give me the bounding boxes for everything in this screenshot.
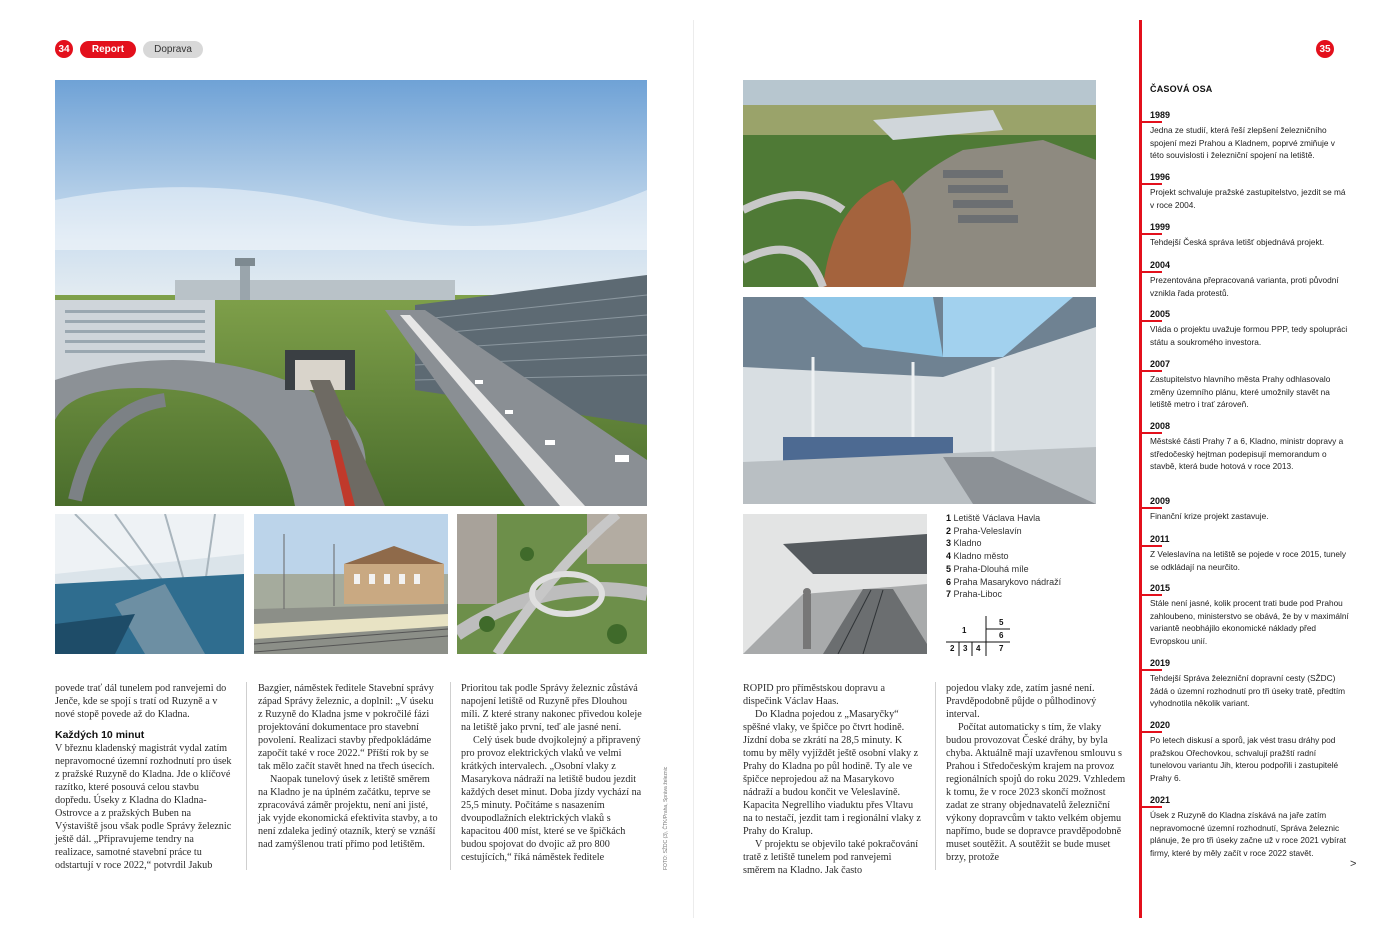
legend-item: 7 Praha-Liboc [946, 589, 1003, 600]
paragraph: V projektu se objevilo také pokračování tratě z letiště tunelem pod ranvejemi směrem na Kladno. Jak často [743, 839, 919, 876]
timeline-red-bar [1139, 20, 1142, 918]
timeline-year: 2015 [1150, 583, 1171, 593]
subheading: Každých 10 minut [55, 729, 145, 741]
timeline-item [1150, 421, 1350, 473]
timeline-rule [1140, 594, 1162, 596]
timeline-item [1150, 309, 1350, 348]
timeline-item [1150, 534, 1350, 573]
timeline-text: Vláda o projektu uvažuje formou PPP, tedy spolupráci státu a soukromého investora. [1150, 324, 1348, 347]
timeline-rule [1140, 432, 1162, 434]
timeline-year: 2005 [1150, 309, 1171, 319]
timeline-item [1150, 359, 1350, 411]
grid-cell-7: 7 [999, 644, 1004, 653]
timeline-text: Po letech diskusí a sporů, jak vést trasu dráhy pod pražskou Ořechovkou, schvalují pražští radní tunelovou variantu Jih, kterou podpořili i zastupitelé Prahy 6. [1150, 735, 1339, 783]
continue-arrow-icon[interactable]: > [1350, 858, 1357, 870]
timeline-text: Finanční krize projekt zastavuje. [1150, 511, 1269, 521]
paragraph: pojedou vlaky zde, zatím jasné není. Pravděpodobně půjde o půlhodinový interval. [946, 683, 1097, 720]
timeline-item [1150, 172, 1350, 211]
timeline-text: Městské části Prahy 7 a 6, Kladno, ministr dopravy a středočeský hejtman podepisují memorandum o stavbě, která bude hotová v roce 2013. [1150, 436, 1344, 471]
legend-item: 3 Kladno [946, 538, 982, 549]
category-badge[interactable]: Doprava [143, 41, 203, 58]
paragraph: Do Kladna pojedou z „Masaryčky“ spěšné vlaky, ve špičce po čtvrt hodině. Jízdní doba se zkrátí na 28,5 minuty. K tomu by měly vyjíždět ještě osobní vlaky z Prahy do Kladna po půl hodině. Ty ale ve špičce neprojedou až na Masarykovo nádraží a budou končit ve Veleslavíně. Kapacita Negrelliho viaduktu přes Vltavu na to nestačí, jezdit tam i regionální vlaky z Prahy do Kralup. [743, 709, 921, 837]
timeline-year: 2009 [1150, 496, 1171, 506]
page-number-right: 35 [1316, 40, 1334, 58]
legend-item: 6 Praha Masarykovo nádraží [946, 576, 1062, 587]
legend-item: 5 Praha-Dlouhá míle [946, 563, 1029, 574]
timeline-text: Projekt schvaluje pražské zastupitelstvo, jezdit se má v roce 2004. [1150, 187, 1346, 210]
image-legend [946, 512, 1136, 601]
timeline-text: Jedna ze studií, která řeší zlepšení železničního spojení mezi Prahou a Kladnem, poprvé zmiňuje v této souvislosti i železniční spojení na letiště. [1150, 125, 1335, 160]
aerial-interchange-image [457, 514, 647, 654]
timeline-year: 2021 [1150, 795, 1171, 805]
paragraph: V březnu kladenský magistrát vydal zatím nepravomocné územní rozhodnutí pro úsek z pražské Ruzyně do Kladna. Jde o klíčové razítko, které posouvá celou stavbu dopředu. Úseky z Kladna do Kladna-Ostrovce a z pražských Buben na Výstaviště jsou však podle Správy železnic ještě dál. „Připravujeme tendry na realizace, samotné stavební práce tu odstartují v roce 2022,“ potvrdil Jakub [55, 743, 232, 871]
timeline-item [1150, 658, 1350, 710]
legend-item: 4 Kladno město [946, 551, 1009, 562]
grid-cell-2: 2 [950, 644, 955, 653]
timeline [1150, 84, 1360, 884]
platform-sketch-image [743, 514, 927, 654]
article-column-5 [946, 682, 1126, 864]
grid-cell-4: 4 [976, 644, 981, 653]
timeline-rule [1140, 183, 1162, 185]
timeline-year: 2020 [1150, 720, 1171, 730]
column-divider [450, 682, 451, 870]
column-divider [246, 682, 247, 870]
timeline-title: ČASOVÁ OSA [1150, 84, 1213, 94]
grid-cell-1: 1 [962, 626, 967, 635]
grid-cell-6: 6 [999, 631, 1004, 640]
article-column-2 [258, 682, 439, 851]
legend-item: 2 Praha-Veleslavín [946, 525, 1022, 536]
timeline-rule [1140, 731, 1162, 733]
paragraph: Celý úsek bude dvojkolejný a připravený pro provoz elektrických vlaků ve velmi krátkých intervalech. „Osobní vlaky z Masarykova nádraží na letiště budou jezdit každých deset minut. Doba jízdy vychází na 25,5 minuty. Počítáme s nasazením dvoupodlažních elektrických vlaků s kapacitou 400 míst, které se ve špičkách budou spojovat do dvojic až pro 800 cestujících,“ říká náměstek ředitele [461, 735, 642, 863]
timeline-text: Stále není jasné, kolik procent trati bude pod Prahou zahloubeno, ministerstvo se obává, že by v maximální variantě neobhájilo ekonomické náklady před Evropskou unií. [1150, 598, 1349, 646]
timeline-text: Z Veleslavína na letiště se pojede v roce 2015, tunely se odkládají na neurčito. [1150, 549, 1347, 572]
timeline-item [1150, 720, 1350, 784]
layout-grid-diagram [946, 616, 1010, 656]
timeline-item [1150, 496, 1350, 523]
timeline-rule [1140, 233, 1162, 235]
section-badge[interactable]: Report [80, 41, 136, 58]
photo-credit: FOTO: SŽDC (3), ČTK/Praha, Správa železnic [663, 766, 669, 870]
timeline-text: Tehdejší Česká správa letišť objednává projekt. [1150, 237, 1325, 247]
article-column-3 [461, 682, 643, 864]
column-divider [935, 682, 936, 870]
timeline-rule [1140, 545, 1162, 547]
timeline-text: Zastupitelstvo hlavního města Prahy odhlasovalo změny územního plánu, které umožnily stavět na letiště metro i trať zároveň. [1150, 374, 1331, 409]
station-platform-image [254, 514, 448, 654]
timeline-item [1150, 795, 1350, 859]
timeline-text: Tehdejší Správa železniční dopravní cesty (SŽDC) žádá o územní rozhodnutí pro tři úseky tratě, předtím vyhodnotila několik variant. [1150, 673, 1346, 708]
timeline-rule [1140, 806, 1162, 808]
page-gutter [693, 20, 694, 918]
timeline-year: 1999 [1150, 222, 1171, 232]
paragraph: povede trať dál tunelem pod ranvejemi do Jenče, kde se spojí s tratí od Ruzyně a v nové stopě povede až do Kladna. [55, 683, 227, 720]
timeline-rule [1140, 507, 1162, 509]
timeline-text: Prezentována přepracovaná varianta, proti původní vznikla řada protestů. [1150, 275, 1339, 298]
timeline-item [1150, 222, 1350, 249]
airport-rendering-image [55, 80, 647, 506]
timeline-year: 2019 [1150, 658, 1171, 668]
grid-cell-3: 3 [963, 644, 968, 653]
timeline-item [1150, 583, 1350, 647]
timeline-year: 2011 [1150, 534, 1170, 544]
timeline-rule [1140, 271, 1162, 273]
paragraph: ROPID pro příměstskou dopravu a dispečink Václav Haas. [743, 683, 886, 707]
platform-interior-image [55, 514, 244, 654]
legend-item: 1 Letiště Václava Havla [946, 513, 1041, 523]
article-column-4 [743, 682, 924, 877]
paragraph: Bazgier, náměstek ředitele Stavební správy západ Správy železnic, a doplnil: „V úseku z Ruzyně do Kladna jsme v pokročilé fázi projektování dokumentace pro stavební povolení. Realizaci stavby předpokládáme započít také v roce 2022.“ Příští rok by se tak mělo začít stavět hned na třech úsecích. [258, 683, 435, 772]
timeline-year: 2007 [1150, 359, 1171, 369]
timeline-year: 2008 [1150, 421, 1171, 431]
timeline-item [1150, 110, 1350, 162]
article-column-1 [55, 682, 235, 872]
timeline-rule [1140, 320, 1162, 322]
timeline-rule [1140, 121, 1162, 123]
paragraph: Počítat automaticky s tím, že vlaky budou provozovat České dráhy, by byla chyba. Aktuálně mají uzavřenou smlouvu s Prahou i Středočeským krajem na provoz regionálních spojů do roku 2029. Vzhledem k tomu, že v roce 2023 skončí možnost zadat ze strany objednavatelů železniční výkony dopravcům v takto velkém objemu napřímo, bude se dopravce pravděpodobně muset soutěžit. A soutěžit se bude muset brzy, protože [946, 722, 1126, 863]
station-canopy-image [743, 297, 1096, 504]
timeline-rule [1140, 370, 1162, 372]
aerial-airport-photo [743, 80, 1096, 287]
grid-cell-5: 5 [999, 618, 1004, 627]
paragraph: Prioritou tak podle Správy železnic zůstává napojení letiště od Ruzyně přes Dlouhou míli. Z které strany nakonec přivedou koleje na letiště jako první, teď ale jasné není. [461, 683, 642, 733]
timeline-year: 2004 [1150, 260, 1171, 270]
timeline-rule [1140, 669, 1162, 671]
timeline-year: 1989 [1150, 110, 1171, 120]
page-number-left: 34 [55, 40, 73, 58]
paragraph: Naopak tunelový úsek z letiště směrem na Kladno je na úplném začátku, teprve se zpracovává záměr projektu, není ani jisté, jak vyjde ekonomická efektivita stavby, a to není zdaleka jediný otazník, který se vznáší nad zamýšlenou tratí přímo pod letištěm. [258, 774, 438, 850]
timeline-text: Úsek z Ruzyně do Kladna získává na jaře zatím nepravomocné územní rozhodnutí, Správa železnic plánuje, že pro tři úseky začne už v roce 2021 vybírat firmy, které by měly začít v roce 2022 stavět. [1150, 810, 1347, 858]
timeline-year: 1996 [1150, 172, 1171, 182]
timeline-item [1150, 260, 1350, 299]
